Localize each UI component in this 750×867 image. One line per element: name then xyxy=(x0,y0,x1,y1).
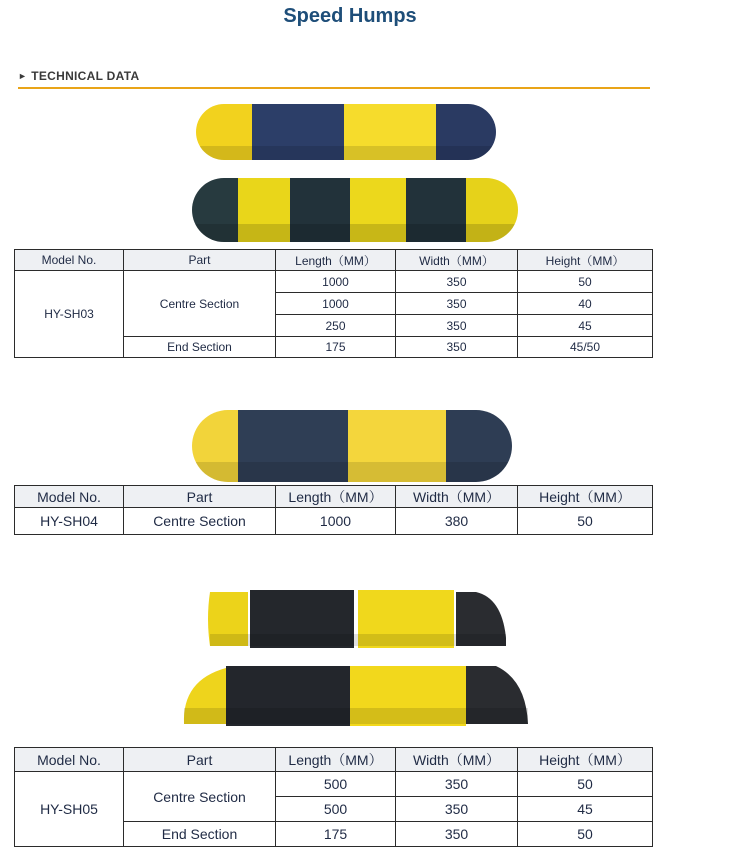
header-part: Part xyxy=(124,748,276,772)
hy-sh05-product-photo xyxy=(176,584,532,736)
header-model-no: Model No. xyxy=(15,748,124,772)
header-model-no: Model No. xyxy=(15,486,124,508)
height-cell: 50 xyxy=(518,822,653,847)
header-length: Length（MM） xyxy=(276,250,396,271)
length-cell: 1000 xyxy=(276,508,396,535)
height-cell: 50 xyxy=(518,271,653,293)
height-cell: 50 xyxy=(518,508,653,535)
header-length: Length（MM） xyxy=(276,486,396,508)
header-height: Height（MM） xyxy=(518,486,653,508)
hy-sh04-product-photo xyxy=(190,406,514,486)
hy-sh03-spec-table xyxy=(14,249,653,358)
header-part: Part xyxy=(124,250,276,271)
length-cell: 175 xyxy=(276,822,396,847)
width-cell: 350 xyxy=(396,822,518,847)
width-cell: 350 xyxy=(396,772,518,797)
height-cell: 45 xyxy=(518,315,653,337)
length-cell: 250 xyxy=(276,315,396,337)
height-cell: 50 xyxy=(518,772,653,797)
model-cell: HY-SH04 xyxy=(15,508,124,535)
header-height: Height（MM） xyxy=(518,748,653,772)
page-title: Speed Humps xyxy=(283,5,417,27)
width-cell: 350 xyxy=(396,315,518,337)
header-height: Height（MM） xyxy=(518,250,653,271)
hy-sh03-product-photo xyxy=(190,100,520,245)
length-cell: 500 xyxy=(276,797,396,822)
header-width: Width（MM） xyxy=(396,748,518,772)
section-heading-label: TECHNICAL DATA xyxy=(31,69,140,83)
part-cell: End Section xyxy=(124,337,276,358)
width-cell: 350 xyxy=(396,337,518,358)
width-cell: 350 xyxy=(396,271,518,293)
part-cell: Centre Section xyxy=(124,508,276,535)
length-cell: 1000 xyxy=(276,271,396,293)
part-cell: Centre Section xyxy=(124,772,276,822)
header-length: Length（MM） xyxy=(276,748,396,772)
width-cell: 380 xyxy=(396,508,518,535)
length-cell: 1000 xyxy=(276,293,396,315)
part-cell: Centre Section xyxy=(124,271,276,337)
width-cell: 350 xyxy=(396,293,518,315)
model-cell: HY-SH03 xyxy=(15,271,124,358)
header-width: Width（MM） xyxy=(396,486,518,508)
height-cell: 45 xyxy=(518,797,653,822)
header-width: Width（MM） xyxy=(396,250,518,271)
part-cell: End Section xyxy=(124,822,276,847)
header-part: Part xyxy=(124,486,276,508)
model-cell: HY-SH05 xyxy=(15,772,124,847)
height-cell: 45/50 xyxy=(518,337,653,358)
width-cell: 350 xyxy=(396,797,518,822)
triangle-right-icon: ► xyxy=(18,71,28,81)
height-cell: 40 xyxy=(518,293,653,315)
hy-sh04-spec-table xyxy=(14,485,653,535)
section-heading xyxy=(18,69,650,89)
length-cell: 500 xyxy=(276,772,396,797)
header-model-no: Model No. xyxy=(15,250,124,271)
length-cell: 175 xyxy=(276,337,396,358)
hy-sh05-spec-table xyxy=(14,747,653,847)
